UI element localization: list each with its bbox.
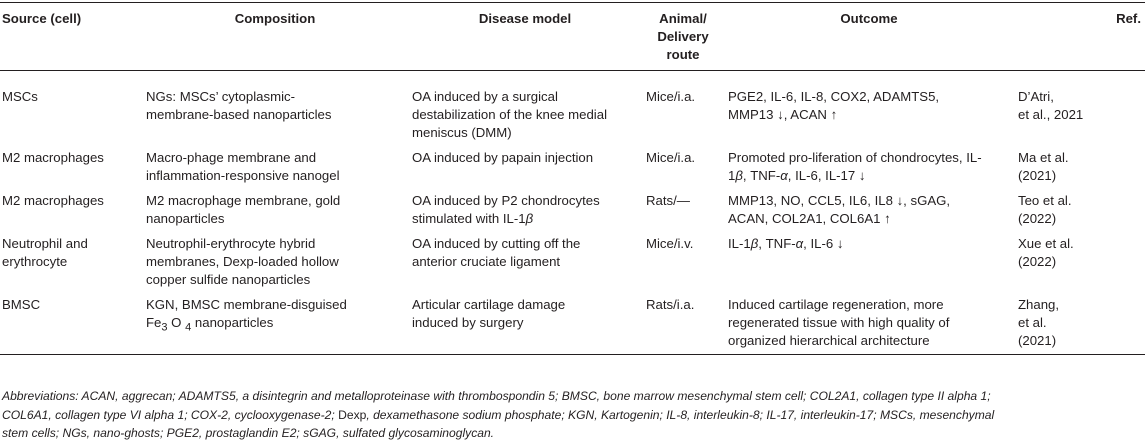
cell-disease-model: OA induced by papain injection	[412, 150, 594, 165]
table-row	[0, 230, 1145, 291]
text-line: Xue et al.	[1018, 236, 1074, 251]
table-row	[0, 71, 1145, 145]
header-row	[0, 3, 1145, 71]
text-line: regenerated tissue with high quality of	[728, 315, 950, 330]
greek-beta: β	[525, 211, 534, 226]
text-line: inflammation-responsive nanogel	[146, 168, 340, 183]
header-ref: Ref.	[1014, 3, 1145, 71]
footnote-line: COL6A1, collagen type VI alpha 1; COX-2, cyclooxygenase-2;	[2, 407, 339, 422]
text-line: NGs: MSCs’ cytoplasmic-	[146, 89, 295, 104]
text-line: (2022)	[1018, 211, 1057, 226]
header-animal-line3: route	[666, 47, 700, 62]
cell-ref	[1014, 291, 1145, 355]
text-line: (2022)	[1018, 254, 1057, 269]
text-fragment: stimulated with IL-1	[412, 211, 526, 226]
header-animal-line2: Delivery	[657, 29, 709, 44]
text-line: KGN, BMSC membrane-disguised	[146, 297, 347, 312]
greek-beta: β	[750, 236, 759, 251]
text-line: ACAN, COL2A1, COL6A1 ↑	[728, 211, 891, 226]
text-line: copper sulfide nanoparticles	[146, 272, 311, 287]
header-animal-line1: Animal/	[659, 11, 707, 26]
text-fragment: nanoparticles	[191, 315, 274, 330]
cell-composition	[142, 291, 408, 355]
cell-ref	[1014, 144, 1145, 187]
cell-source: BMSC	[0, 291, 142, 355]
text-line: M2 macrophage membrane, gold	[146, 193, 341, 208]
footnote-line: stem cells; NGs, nano-ghosts; PGE2, prostaglandin E2; sGAG, sulfated glycosaminoglycan.	[2, 426, 495, 440]
text-line: et al.	[1018, 315, 1047, 330]
table-row	[0, 187, 1145, 230]
text-fragment: , IL-6, IL-17 ↓	[787, 168, 866, 183]
subscript: 3	[161, 321, 168, 334]
data-table	[0, 2, 1145, 355]
cell-outcome	[724, 144, 1014, 187]
greek-alpha: α	[795, 236, 804, 251]
text-line: PGE2, IL-6, IL-8, COX2, ADAMTS5,	[728, 89, 940, 104]
text-line: MMP13, NO, CCL5, IL6, IL8 ↓, sGAG,	[728, 193, 951, 208]
text-line: meniscus (DMM)	[412, 125, 512, 140]
text-fragment: O	[167, 315, 186, 330]
text-line: induced by surgery	[412, 315, 524, 330]
header-source: Source (cell)	[0, 3, 142, 71]
subscript: 4	[185, 321, 192, 334]
text-fragment: , IL-6 ↓	[803, 236, 844, 251]
text-line: OA induced by cutting off the	[412, 236, 581, 251]
text-line: Ma et al.	[1018, 150, 1069, 165]
text-fragment: 1	[728, 168, 736, 183]
cell-disease-model	[408, 291, 642, 355]
table-row	[0, 291, 1145, 355]
greek-alpha: α	[780, 168, 788, 183]
text-line: OA induced by a surgical	[412, 89, 558, 104]
header-animal-delivery	[642, 3, 724, 71]
header-outcome: Outcome	[724, 3, 1014, 71]
cell-animal: Mice/i.a.	[646, 150, 696, 165]
text-fragment: IL-1	[728, 236, 751, 251]
text-line: erythrocyte	[2, 254, 68, 269]
text-fragment: , TNF-	[758, 236, 796, 251]
cell-animal: Rats/—	[646, 193, 690, 208]
cell-disease-model	[408, 230, 642, 291]
footnote-line: Abbreviations: ACAN, aggrecan; ADAMTS5, a disintegrin and metalloproteinase with thrombospondin 5; BMSC, bone marrow mesenchymal stem cell; COL2A1, collagen type II alpha 1;	[2, 389, 991, 403]
text-line: Teo et al.	[1018, 193, 1072, 208]
text-line: D’Atri,	[1018, 89, 1054, 104]
text-line: destabilization of the knee medial	[412, 107, 608, 122]
cell-composition	[142, 187, 408, 230]
cell-composition	[142, 144, 408, 187]
text-fragment: Fe	[146, 315, 162, 330]
cell-ref	[1014, 187, 1145, 230]
cell-source	[0, 230, 142, 291]
text-line: et al., 2021	[1018, 107, 1084, 122]
text-line: Promoted pro-liferation of chondrocytes, IL-	[728, 150, 982, 165]
footnote-fragment: , dexamethasone sodium phosphate; KGN, Kartogenin; IL-8, interleukin-8; IL-17, interleukin-17; MSCs, mesenchymal	[366, 407, 995, 422]
table-row	[0, 144, 1145, 187]
greek-beta: β	[735, 168, 743, 183]
text-line: (2021)	[1018, 333, 1057, 348]
text-line: Articular cartilage damage	[412, 297, 566, 312]
cell-source: M2 macrophages	[2, 193, 104, 208]
text-line: Neutrophil-erythrocyte hybrid	[146, 236, 316, 251]
cell-animal: Mice/i.a.	[646, 89, 696, 104]
cell-outcome	[724, 230, 1014, 291]
text-line: membranes, Dexp-loaded hollow	[146, 254, 339, 269]
text-line: nanoparticles	[146, 211, 225, 226]
text-line: membrane-based nanoparticles	[146, 107, 332, 122]
cell-composition	[142, 230, 408, 291]
cell-disease-model	[408, 71, 642, 145]
text-line: Zhang,	[1018, 297, 1060, 312]
cell-composition	[142, 71, 408, 145]
cell-outcome	[724, 187, 1014, 230]
text-line: Induced cartilage regeneration, more	[728, 297, 944, 312]
text-line: Neutrophil and	[2, 236, 88, 251]
cell-ref	[1014, 230, 1145, 291]
header-disease-model: Disease model	[408, 3, 642, 71]
text-line: MMP13 ↓, ACAN ↑	[728, 107, 838, 122]
cell-outcome	[724, 71, 1014, 145]
cell-source: MSCs	[2, 89, 38, 104]
text-line: Macro-phage membrane and	[146, 150, 317, 165]
text-fragment: , TNF-	[742, 168, 781, 183]
cell-disease-model	[408, 187, 642, 230]
text-line: organized hierarchical architecture	[728, 333, 930, 348]
cell-ref	[1014, 71, 1145, 145]
text-line: (2021)	[1018, 168, 1057, 183]
cell-source: M2 macrophages	[2, 150, 104, 165]
text-line: anterior cruciate ligament	[412, 254, 561, 269]
cell-outcome	[724, 291, 1014, 355]
table-footnote	[2, 387, 1142, 443]
footnote-fragment: Dexp	[338, 407, 367, 422]
header-composition: Composition	[142, 3, 408, 71]
text-line: OA induced by P2 chondrocytes	[412, 193, 600, 208]
cell-animal: Rats/i.a.	[642, 291, 724, 355]
cell-animal: Mice/i.v.	[646, 236, 694, 251]
